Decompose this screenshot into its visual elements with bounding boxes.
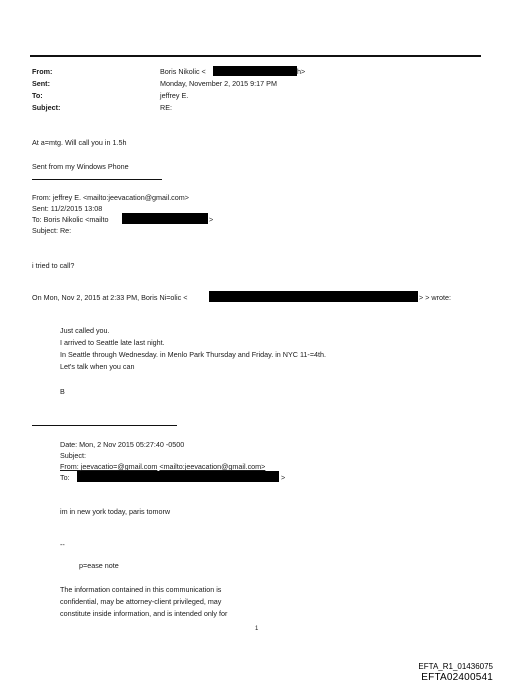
to-label: To:: [32, 91, 43, 100]
quote-divider: [32, 425, 177, 426]
to-value: jeffrey E.: [160, 91, 189, 100]
redaction-to-email-2: [77, 471, 279, 482]
subject-value: RE:: [160, 103, 172, 112]
quote-divider: [32, 179, 162, 180]
signature-text: Sent from my Windows Phone: [32, 162, 129, 171]
message-text: At a=mtg. Will call you in 1.5h: [32, 138, 127, 147]
subject-label: Subject:: [32, 103, 61, 112]
message-line: In Seattle through Wednesday. in Menlo Park Thursday and Friday. in NYC 11-=4th.: [60, 350, 327, 359]
quoted-to-tail: >: [281, 473, 286, 482]
disclaimer-heading: p=ease note: [79, 561, 119, 570]
quoted-from-prefix: From:: [60, 462, 81, 471]
email-link[interactable]: jeevacatio=@gmail.com: [80, 462, 158, 471]
message-line: Let's talk when you can: [60, 362, 135, 371]
message-text: im in new york today, paris tomorw: [60, 507, 171, 516]
quoted-from: From: jeffrey E. <mailto:jeevacation@gmail.com>: [32, 193, 189, 202]
redaction-to-email: [122, 213, 208, 224]
from-value: Boris Nikolic <: [160, 67, 206, 76]
message-line: Just called you.: [60, 326, 110, 335]
redaction-from-email: [213, 66, 297, 76]
quoted-subject: Subject:: [60, 451, 86, 460]
disclaimer-line: The information contained in this communication is: [60, 585, 222, 594]
mailto-link[interactable]: <mailto:jeevacation@gmail.com>: [159, 462, 266, 471]
quoted-from: [60, 463, 265, 470]
disclaimer-line: confidential, may be attorney-client privileged, may: [60, 597, 222, 606]
quote-attribution: On Mon, Nov 2, 2015 at 2:33 PM, Boris Ni=olic <: [32, 293, 188, 302]
document-id: EFTA_R1_01436075: [418, 662, 493, 671]
message-text: i tried to call?: [32, 261, 75, 270]
page-number: 1: [255, 626, 259, 632]
redaction-attribution-email: [209, 291, 418, 302]
message-sign: B: [60, 387, 65, 396]
quoted-date: Date: Mon, 2 Nov 2015 05:27:40 -0500: [60, 440, 185, 449]
document-id-secondary: EFTA02400541: [421, 672, 493, 683]
message-line: I arrived to Seattle late last night.: [60, 338, 165, 347]
signature-dashes: --: [60, 540, 65, 549]
quoted-to-tail: >: [209, 215, 214, 224]
from-value-tail: h>: [297, 67, 306, 76]
quoted-to: To:: [60, 473, 70, 482]
quoted-subject: Subject: Re:: [32, 226, 72, 235]
quoted-sent: Sent: 11/2/2015 13:08: [32, 204, 103, 213]
disclaimer-line: constitute inside information, and is intended only for: [60, 609, 228, 618]
quoted-to: To: Boris Nikolic <mailto: [32, 215, 109, 224]
top-divider: [30, 55, 481, 57]
from-label: From:: [32, 67, 53, 76]
sent-label: Sent:: [32, 79, 50, 88]
quote-attribution-tail: > > wrote:: [419, 293, 451, 302]
sent-value: Monday, November 2, 2015 9:17 PM: [160, 79, 277, 88]
